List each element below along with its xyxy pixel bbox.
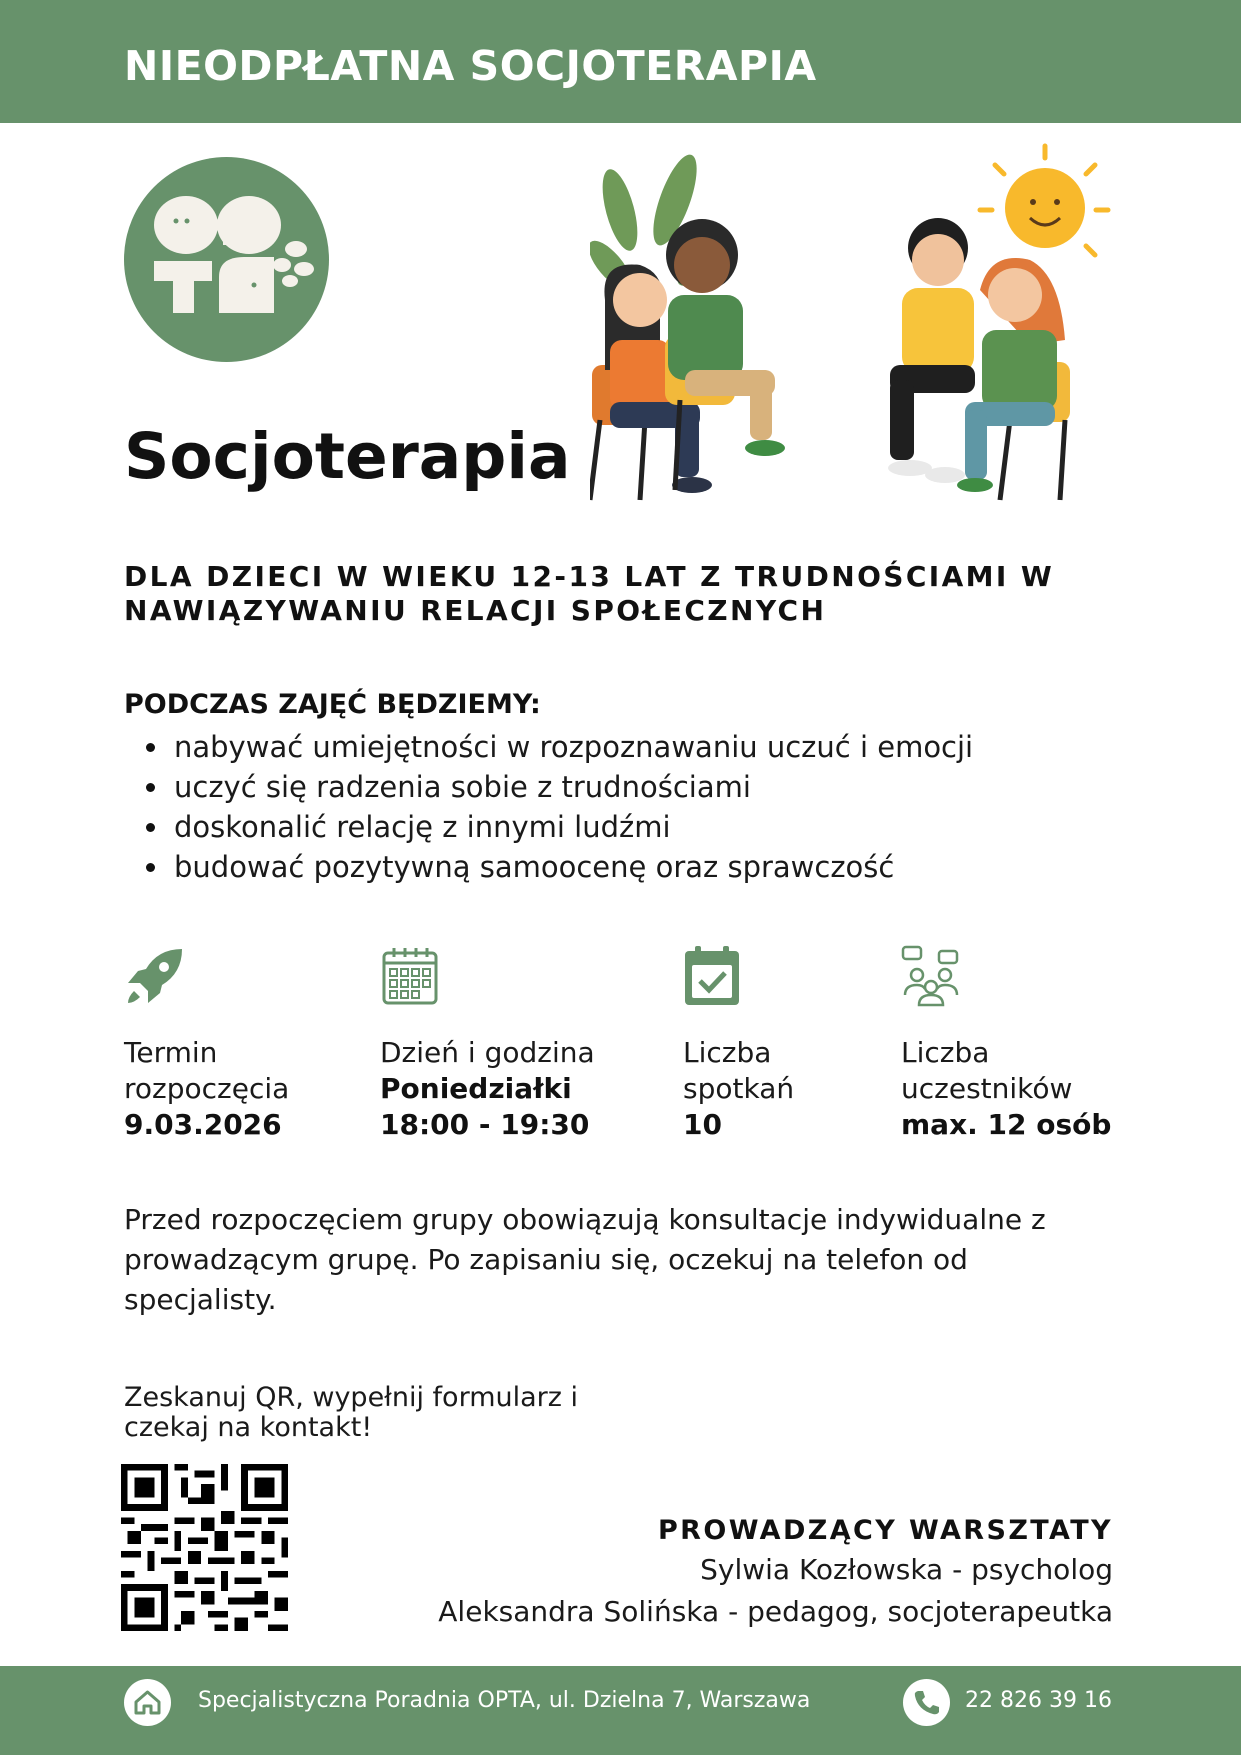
info-label: rozpoczęcia (124, 1072, 290, 1105)
leader-name: Sylwia Kozłowska - psycholog (700, 1553, 1113, 1586)
info-label: uczestników (901, 1072, 1073, 1105)
group-chat-icon (901, 945, 963, 1007)
info-meetings (683, 945, 794, 1143)
leaders-heading: PROWADZĄCY WARSZTATY (657, 1515, 1113, 1546)
list-item-text: nabywać umiejętności w rozpoznawaniu uczuć i emocji (174, 730, 974, 764)
subtitle-line-2: NAWIĄZYWANIU RELACJI SPOŁECZNYCH (124, 594, 827, 627)
rocket-icon (124, 945, 186, 1007)
footer-phone[interactable]: 22 826 39 16 (965, 1688, 1112, 1713)
calendar-check-icon (683, 945, 745, 1007)
qr-caption-line: czekaj na kontakt! (124, 1412, 373, 1443)
qr-code-icon[interactable] (121, 1464, 288, 1631)
time-value: 18:00 - 19:30 (380, 1108, 590, 1141)
list-item-text: uczyć się radzenia sobie z trudnościami (174, 770, 751, 804)
opta-logo-mark (124, 157, 329, 362)
list-item-text: doskonalić relację z innymi ludźmi (174, 810, 671, 844)
notice-line: specjalisty. (124, 1283, 277, 1316)
footer-address: Specjalistyczna Poradnia OPTA, ul. Dzielna 7, Warszawa (198, 1688, 811, 1713)
consultation-notice (124, 1200, 1124, 1320)
home-icon (124, 1679, 171, 1726)
info-label: Liczba (901, 1036, 990, 1069)
notice-line: prowadzącym grupę. Po zapisaniu się, oczekuj na telefon od (124, 1243, 968, 1276)
workshop-leaders (438, 1513, 1113, 1633)
children-sitting-illustration (590, 140, 1120, 520)
list-item (124, 847, 1124, 887)
subtitle (124, 560, 1124, 628)
info-day-time (380, 945, 595, 1143)
info-label: Liczba (683, 1036, 772, 1069)
subtitle-line-1: DLA DZIECI W WIEKU 12-13 LAT Z TRUDNOŚCIAMI W (124, 560, 1055, 593)
info-label: Termin (124, 1036, 218, 1069)
opta-logo (124, 157, 329, 362)
list-item (124, 807, 1124, 847)
start-date-value: 9.03.2026 (124, 1108, 282, 1141)
bullet-icon (146, 743, 155, 752)
page-title: Socjoterapia (124, 420, 571, 493)
qr-caption-line: Zeskanuj QR, wypełnij formularz i (124, 1382, 579, 1413)
bullet-icon (146, 783, 155, 792)
notice-line: Przed rozpoczęciem grupy obowiązują konsultacje indywidualne z (124, 1203, 1046, 1236)
list-item-text: budować pozytywną samoocenę oraz sprawczość (174, 850, 895, 884)
activities-list (124, 727, 1124, 887)
meetings-value: 10 (683, 1108, 722, 1141)
list-item (124, 767, 1124, 807)
info-label: Dzień i godzina (380, 1036, 595, 1069)
day-value: Poniedziałki (380, 1072, 572, 1105)
leader-name: Aleksandra Solińska - pedagog, socjoterapeutka (438, 1595, 1113, 1628)
participants-value: max. 12 osób (901, 1108, 1112, 1141)
info-participants (901, 945, 1111, 1143)
qr-caption (124, 1383, 684, 1443)
header-title: NIEODPŁATNA SOCJOTERAPIA (124, 42, 817, 90)
info-start-date (124, 945, 289, 1143)
bullet-icon (146, 823, 155, 832)
activities-heading: PODCZAS ZAJĘĆ BĘDZIEMY: (124, 689, 541, 720)
phone-icon (903, 1679, 950, 1726)
bullet-icon (146, 863, 155, 872)
calendar-icon (380, 945, 442, 1007)
info-label: spotkań (683, 1072, 795, 1105)
list-item (124, 727, 1124, 767)
